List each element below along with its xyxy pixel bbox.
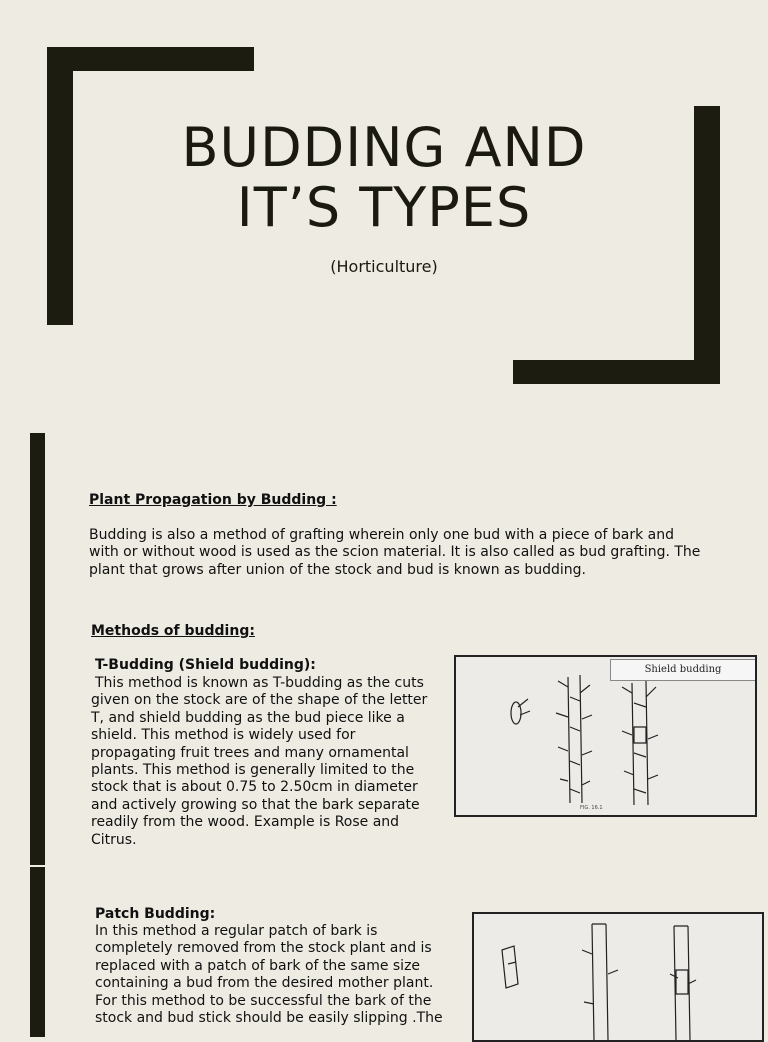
frame-bottom-right-vertical xyxy=(694,106,720,384)
content-slide xyxy=(0,432,768,1027)
shield-budding-image xyxy=(454,655,757,817)
frame-top-left-vertical xyxy=(47,47,73,325)
t-budding-paragraph: This method is known as T-budding as the cuts given on the stock are of the shape of the letter T, and shield budding as the bud piece like a shield. This method is widely used for propagating fruit trees and many ornamental plants. This method is generally limited to the stock that is about 0.75 to 2.50cm in diameter and actively growing so that the bark separate readily from the wood. Example is Rose and Citrus. xyxy=(91,675,428,848)
patch-budding-image xyxy=(472,912,764,1042)
propagation-heading: Plant Propagation by Budding : xyxy=(89,492,337,508)
patch-budding-paragraph: In this method a regular patch of bark is completely removed from the stock plant and is replaced with a patch of bark of the same size containing a bud from the desired mother plant. For this method to be successful the bark of the stock and bud stick should be easily slipping .The xyxy=(95,923,443,1027)
accent-bar-upper xyxy=(30,433,45,865)
shield-budding-label: Shield budding xyxy=(610,659,756,681)
title-slide xyxy=(0,0,768,432)
slide-title-line1: BUDDING AND xyxy=(181,116,587,179)
methods-heading: Methods of budding: xyxy=(91,623,255,639)
t-budding-heading: T-Budding (Shield budding): xyxy=(95,657,316,673)
slide-title-line2: IT’S TYPES xyxy=(236,176,532,239)
accent-bar-lower xyxy=(30,867,45,1037)
patch-budding-heading: Patch Budding: xyxy=(95,906,216,922)
frame-bottom-right-horizontal xyxy=(513,360,720,384)
propagation-paragraph: Budding is also a method of grafting wherein only one bud with a piece of bark and with or without wood is used as the scion material. It is also called as bud grafting. The plant that grows after union of the stock and bud is known as budding. xyxy=(89,527,701,578)
shield-budding-drawing xyxy=(456,657,755,815)
patch-budding-drawing xyxy=(474,914,762,1040)
shield-budding-fig-number: FIG. 16.1 xyxy=(580,805,603,811)
slide-subtitle: (Horticulture) xyxy=(330,257,438,276)
frame-top-left-horizontal xyxy=(47,47,254,71)
slide-title xyxy=(90,118,678,238)
